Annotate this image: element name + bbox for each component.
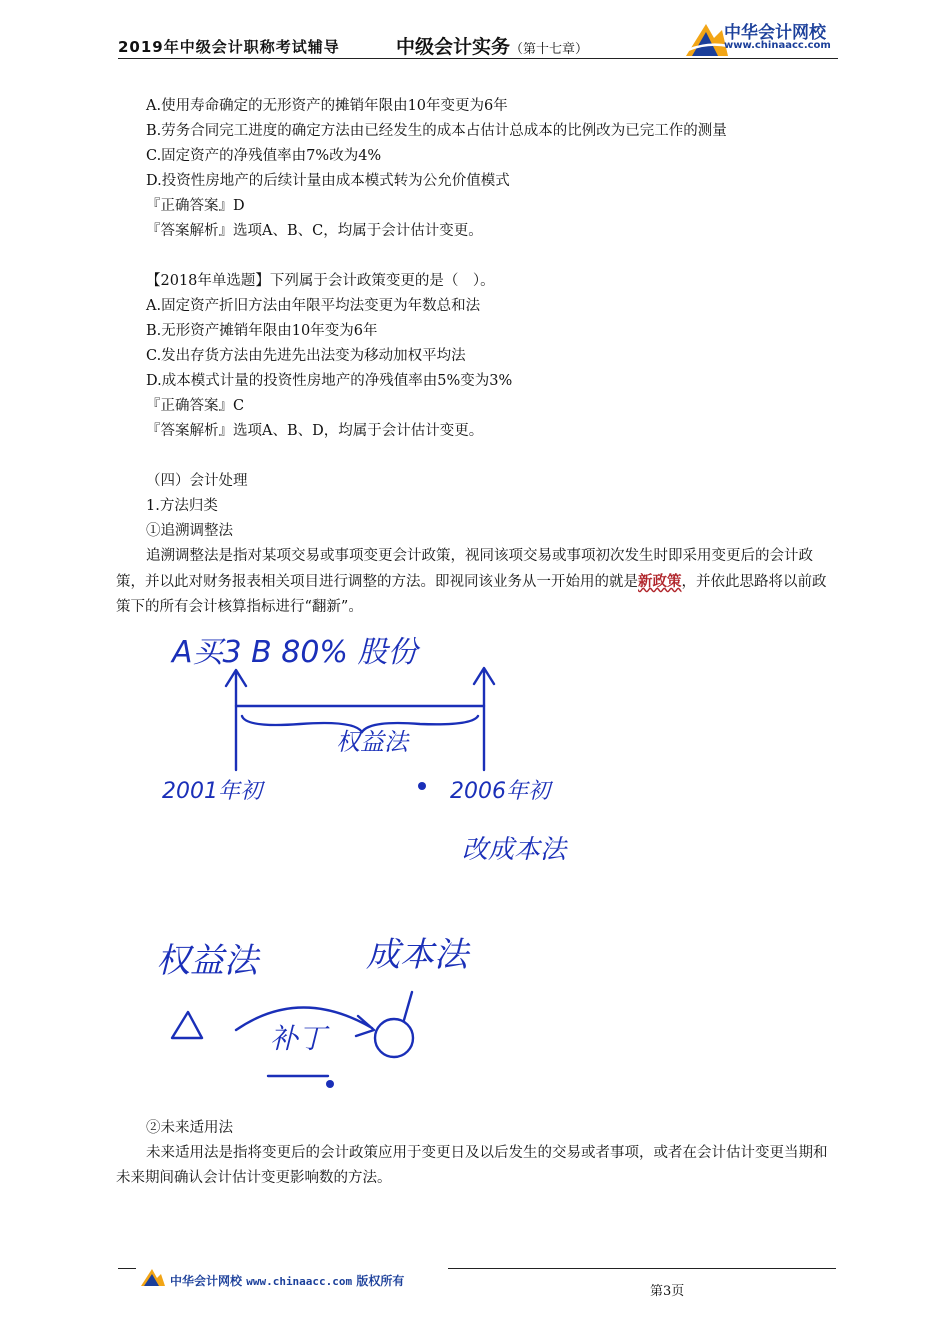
text-line: 1.方法归类 bbox=[146, 498, 218, 514]
handwriting-left-method: 权益法 bbox=[156, 941, 258, 981]
handwriting-arrow-label: 补丁 bbox=[270, 1022, 327, 1055]
circle-shape bbox=[375, 1019, 413, 1057]
blank-line bbox=[146, 444, 838, 469]
footer-logo-icon bbox=[140, 1266, 166, 1288]
page-number: 第3页 bbox=[650, 1284, 685, 1299]
handwriting-start-label: 2001年初 bbox=[162, 779, 262, 804]
text-line: 『答案解析』选项A、B、D，均属于会计估计变更。 bbox=[146, 423, 484, 439]
footer-rights: 版权所有 bbox=[356, 1274, 405, 1288]
timeline-left-arrow bbox=[226, 670, 246, 770]
text-line: 『答案解析』选项A、B、C，均属于会计估计变更。 bbox=[146, 223, 483, 239]
text-line: D.投资性房地产的后续计量由成本模式转为公允价值模式 bbox=[146, 173, 510, 189]
triangle-shape bbox=[172, 1012, 202, 1038]
footer-divider bbox=[118, 1268, 136, 1269]
handwriting-right-method: 成本法 bbox=[366, 935, 468, 975]
logo-url: www.chinaacc.com bbox=[724, 40, 831, 51]
text-line: 『正确答案』C bbox=[146, 398, 245, 414]
future-section bbox=[116, 1116, 838, 1191]
text-line: D.成本模式计量的投资性房地产的净残值率由5%变为3% bbox=[146, 373, 513, 389]
highlight-new-policy: 新政策 bbox=[638, 573, 682, 590]
footer-copyright bbox=[170, 1272, 404, 1289]
course-title-text: 中级会计实务 bbox=[396, 36, 511, 58]
handwriting-top-left: A买3 B 80% 股份 bbox=[172, 635, 418, 670]
text-line: C.固定资产的净残值率由7%改为4% bbox=[146, 148, 382, 164]
footer-url: www.chinaacc.com bbox=[246, 1275, 353, 1288]
ink-dot bbox=[418, 782, 426, 790]
handwriting-end-method: 改成本法 bbox=[462, 835, 567, 865]
blank-line bbox=[146, 244, 838, 269]
logo-name: 中华会计网校 bbox=[724, 23, 826, 43]
retro-text-after: ，并依此思路将以前政策下的所有会计核算指标进行“翻新”。 bbox=[116, 574, 827, 615]
text-line: （四）会计处理 bbox=[146, 473, 248, 489]
handwriting-middle-label: 权益法 bbox=[336, 728, 408, 756]
course-title bbox=[396, 32, 588, 59]
footer-logo-name: 中华会计网校 bbox=[170, 1274, 243, 1288]
header-divider bbox=[118, 58, 838, 59]
chapter-label: （第十七章） bbox=[510, 42, 589, 57]
timeline-brace bbox=[242, 716, 478, 732]
text-line: B.劳务合同完工进度的确定方法由已经发生的成本占估计总成本的比例改为已完工作的测量 bbox=[146, 123, 727, 139]
text-line: 【2018年单选题】下列属于会计政策变更的是（ ）。 bbox=[146, 273, 495, 289]
text-line: A.固定资产折旧方法由年限平均法变更为年数总和法 bbox=[146, 298, 481, 314]
handwriting-end-label: 2006年初 bbox=[450, 779, 550, 804]
retro-text-before: 追溯调整法是指对某项交易或事项变更会计政策，视同该项交易或事项初次发生时即采用变更后的会计政策，并以此对财务报表相关项目进行调整的方法。即视同该业务从一开始用的就是 bbox=[116, 548, 813, 590]
timeline-right-arrow bbox=[474, 668, 494, 770]
text-line: ①追溯调整法 bbox=[146, 523, 233, 539]
header-left-title: 2019年中级会计职称考试辅导 bbox=[118, 38, 340, 56]
text-line: A.使用寿命确定的无形资产的摊销年限由10年变更为6年 bbox=[146, 98, 508, 114]
text-line: B.无形资产摊销年限由10年变为6年 bbox=[146, 323, 378, 339]
future-paragraph: 未来适用法是指将变更后的会计政策应用于变更日及以后发生的交易或者事项，或者在会计估计变更当期和未来期间确认会计估计变更影响数的方法。 bbox=[116, 1145, 828, 1186]
text-line: C.发出存货方法由先进先出法变为移动加权平均法 bbox=[146, 348, 466, 364]
document-body bbox=[116, 94, 838, 620]
footer-divider bbox=[448, 1268, 836, 1269]
text-line: 『正确答案』D bbox=[146, 198, 245, 214]
future-heading: ②未来适用法 bbox=[146, 1120, 233, 1136]
ink-dot bbox=[326, 1080, 334, 1088]
circle-stem bbox=[404, 992, 412, 1020]
handwritten-diagram bbox=[150, 620, 610, 1100]
retro-paragraph bbox=[116, 544, 840, 620]
